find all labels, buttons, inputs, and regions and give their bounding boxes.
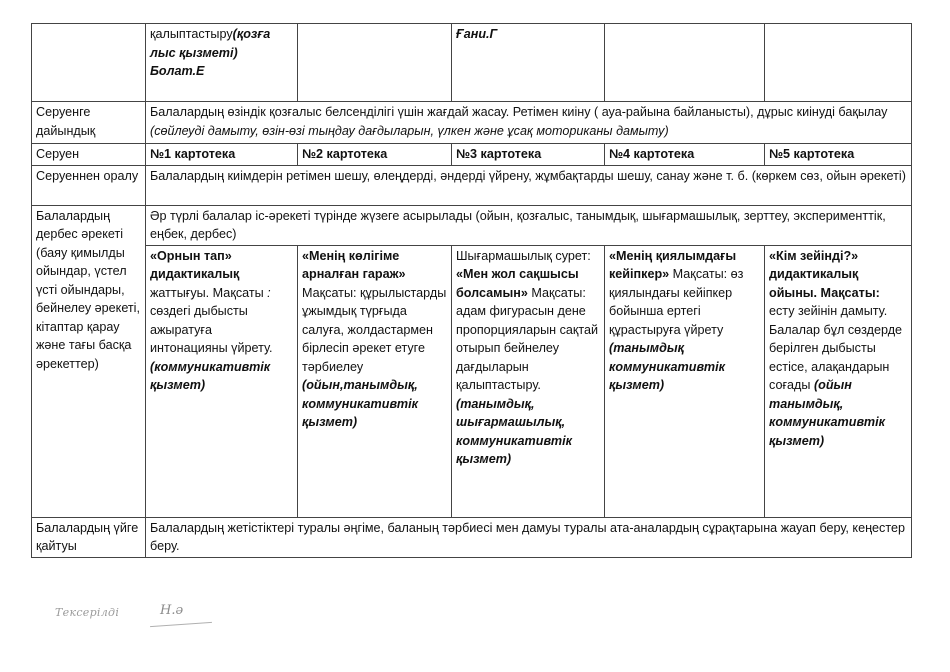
activity-cell: «Менің қиялымдағы кейіпкер» Мақсаты: өз қиялындағы кейіпкер бойынша ертегі құрастыруға үйрету (танымдық коммуникативтік қызмет): [605, 245, 765, 517]
table-row: [32, 24, 912, 102]
card-label: №4 картотека: [605, 144, 765, 166]
card-label: №5 картотека: [765, 144, 912, 166]
row-label: Серуеннен оралу: [32, 165, 146, 205]
activity-cell: «Кім зейінді?» дидактикалық ойыны. Мақсаты: есту зейінін дамыту. Балалар бұл сөздерде берілген дыбысты естісе, алақандарын соғады (ойын танымдық, коммуникативтік қызмет): [765, 245, 912, 517]
card-label: №1 картотека: [146, 144, 298, 166]
table-row: [32, 165, 912, 205]
signature-word: Тексерілді: [55, 606, 120, 619]
activity-intro: Әр түрлі балалар іс-әрекеті түрінде жүзеге асырылады (ойын, қозғалыс, танымдық, шығармашылық, зерттеу, эксперименттік, еңбек, дербес): [146, 205, 912, 245]
activity-cell: Шығармашылық сурет: «Мен жол сақшысы болсамын» Мақсаты: адам фигурасын дене пропорцияларын сақтай отырып бейнелеу дағдыларын қалыптастыру. (танымдық, шығармашылық, коммуникативтік қызмет): [452, 245, 605, 517]
row-label: Серуенге дайындық: [32, 102, 146, 144]
cell-top-3: Ғани.Г: [452, 24, 605, 102]
row-label: Балалардың үйге қайтуы: [32, 517, 146, 557]
home-text: Балалардың жетістіктері туралы әңгіме, баланың тәрбиесі мен дамуы туралы ата-аналардың сұрақтарына жауап беру, кеңестер беру.: [146, 517, 912, 557]
table-row: [32, 205, 912, 245]
cell-top-1: қалыптастыру(қозға лыс қызметі) Болат.Е: [146, 24, 298, 102]
return-text: Балалардың киімдерін ретімен шешу, өлеңдерді, әндерді үйрену, жұмбақтарды шешу, санау және т. б. (көркем сөз, ойын әрекеті): [146, 165, 912, 205]
signature-initials: Н.ә: [160, 603, 184, 618]
daily-plan-table: [31, 23, 912, 558]
cell-top-4: [605, 24, 765, 102]
signature-line: [150, 622, 212, 627]
table-row: [32, 102, 912, 144]
table-row: [32, 144, 912, 166]
row-label-empty: [32, 24, 146, 102]
activity-cell: «Менің көлігіме арналған гараж» Мақсаты: құрылыстарды ұжымдық түрғыда салуға, жолдастармен бірлесіп әрекет етуге тәрбиелеу (ойын,танымдық, коммуникативтік қызмет): [298, 245, 452, 517]
row-label: Серуен: [32, 144, 146, 166]
activity-cell: «Орнын тап» дидактикалық жаттығуы. Мақсаты : сөздегі дыбысты ажыратуға интонацияны үйрету. (коммуникативтік қызмет): [146, 245, 298, 517]
cell-top-2: [298, 24, 452, 102]
cell-top-5: [765, 24, 912, 102]
card-label: №3 картотека: [452, 144, 605, 166]
card-label: №2 картотека: [298, 144, 452, 166]
row-label: Балалардың дербес әрекеті (баяу қимылды ойындар, үстел үсті ойындары, бейнелеу әрекеті, кітаптар қарау және тағы басқа әрекеттер): [32, 205, 146, 517]
table-row: [32, 245, 912, 517]
table-row: [32, 517, 912, 557]
prep-text: Балалардың өзіндік қозғалыс белсенділігі үшін жағдай жасау. Ретімен киіну ( ауа-райына байланысты), дұрыс киінуді бақылау (сөйлеуді дамыту, өзін-өзі тыңдау дағдыларын, үлкен және ұсақ моториканы дамыту): [146, 102, 912, 144]
